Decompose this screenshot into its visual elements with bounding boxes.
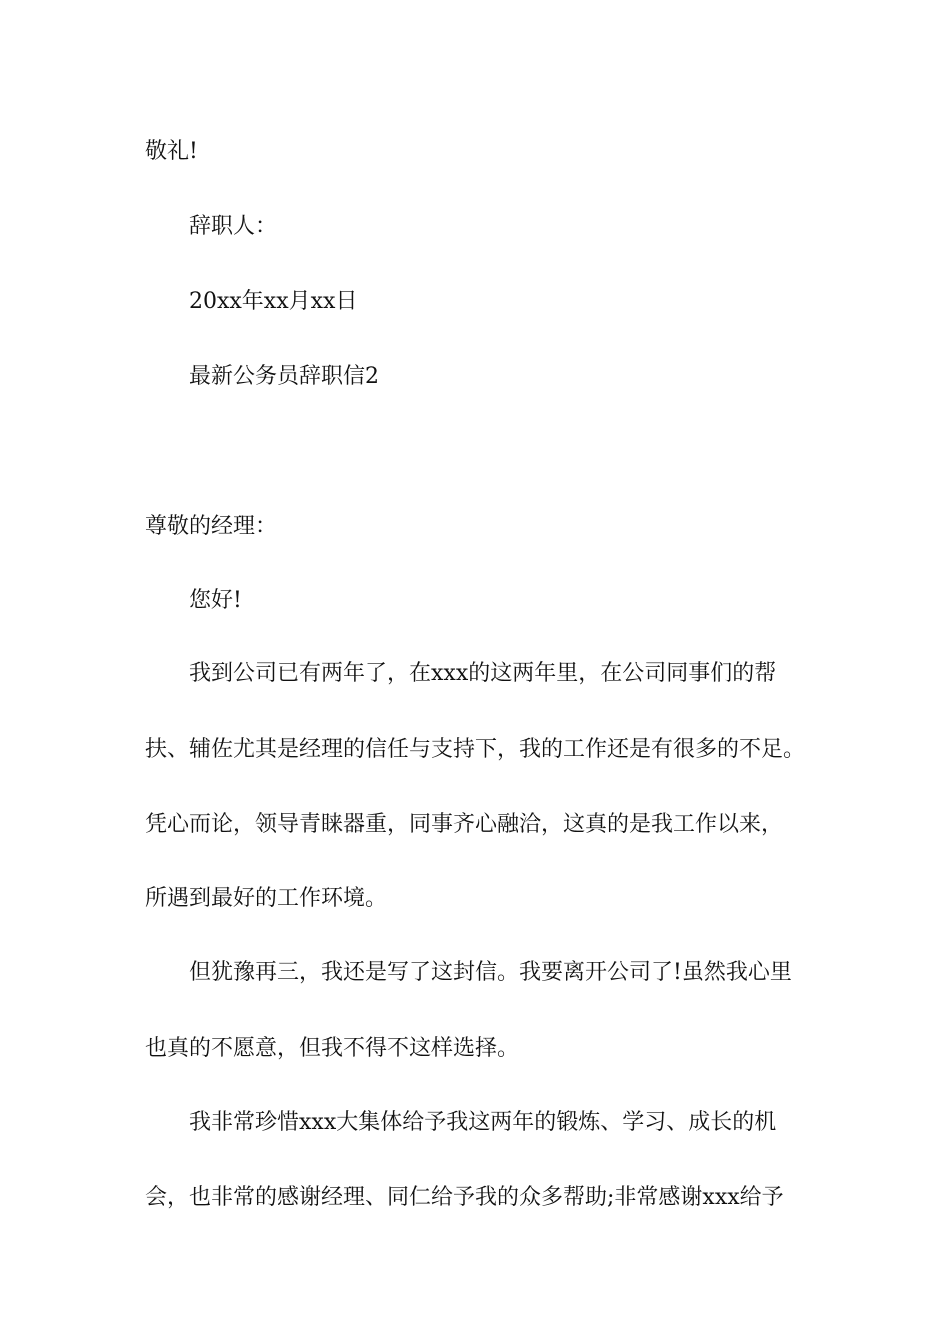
- paragraph-line: 扶、辅佐尤其是经理的信任与支持下，我的工作还是有很多的不足。: [145, 737, 806, 762]
- section-heading: 最新公务员辞职信2: [189, 364, 379, 389]
- closing-text: 敬礼!: [145, 139, 198, 164]
- paragraph-line: 我到公司已有两年了，在xxx的这两年里，在公司同事们的帮: [189, 661, 777, 686]
- date-line: 20xx年xx月xx日: [189, 289, 358, 314]
- paragraph-line: 也真的不愿意，但我不得不这样选择。: [145, 1036, 520, 1061]
- signer-label: 辞职人：: [189, 214, 278, 239]
- greeting: 您好!: [189, 588, 242, 613]
- salutation: 尊敬的经理：: [145, 514, 278, 539]
- paragraph-line: 我非常珍惜xxx大集体给予我这两年的锻炼、学习、成长的机: [189, 1110, 777, 1135]
- paragraph-line: 凭心而论，领导青睐器重，同事齐心融洽，这真的是我工作以来，: [145, 812, 784, 837]
- paragraph-line: 但犹豫再三，我还是写了这封信。我要离开公司了!虽然我心里: [189, 960, 792, 985]
- paragraph-line: 会，也非常的感谢经理、同仁给予我的众多帮助;非常感谢xxx给予: [145, 1185, 784, 1210]
- paragraph-line: 所遇到最好的工作环境。: [145, 886, 388, 911]
